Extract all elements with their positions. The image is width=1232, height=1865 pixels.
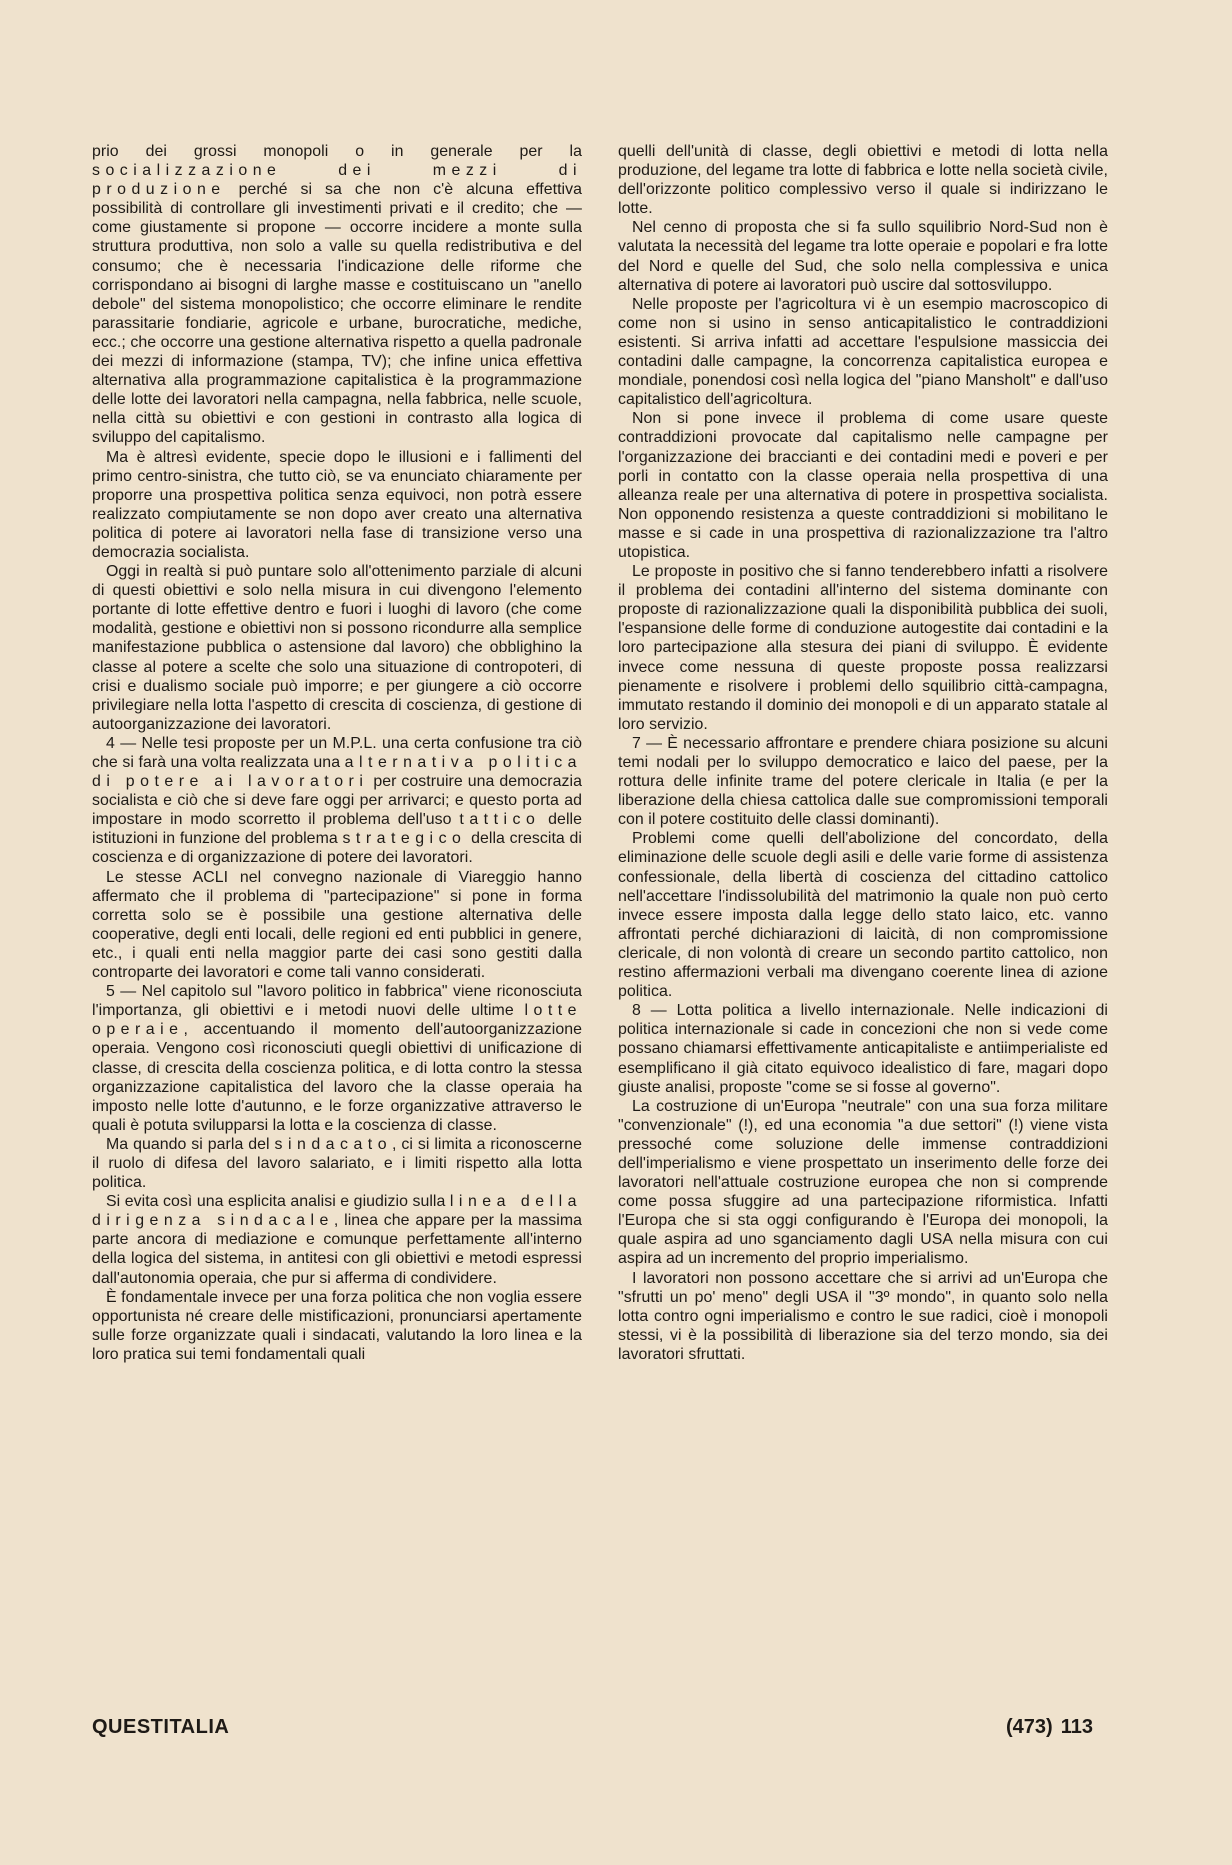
text-span: della crescita di coscienza e di organizzazione di potere dei lavoratori. — [92, 830, 582, 867]
page-footer-number — [1006, 1716, 1093, 1739]
text-span: , ci si limita a riconoscerne il ruolo di difesa del lavoro salariato, e i limiti rispetto alla lotta politica. — [92, 1135, 582, 1192]
publication-name: QUESTITALIA — [92, 1716, 230, 1738]
paragraph: 8 — Lotta politica a livello internazionale. Nelle indicazioni di politica internazionale si cade in concezioni che non si vede come possano chiamarsi effettivamente anticapitaliste e antiimperialiste ed esemplificano il già citato equivoco idealistico di fare, magari dopo giuste analisi, proposte "come se si fosse al governo". — [618, 1002, 1108, 1096]
paragraph: Ma è altresì evidente, specie dopo le illusioni e i fallimenti del primo centro-sinistra, che tutto ciò, se va enunciato chiaramente per proporre una prospettiva politica senza equivoci, non potrà essere realizzato compiutamente se non dopo aver creato una alternativa politica di potere ai lavoratori nella fase di transizione verso una democrazia socialista. — [92, 448, 582, 561]
text-span: Si evita così una esplicita analisi e giudizio sulla — [106, 1193, 450, 1211]
paragraph: Non si pone invece il problema di come usare queste contraddizioni provocate dal capitalismo nelle campagne per l'organizzazione dei braccianti e dei contadini medi e poveri e per porli in contatto con la classe operaia nella prospettiva di una alleanza reale per una alternativa di potere in prospettiva socialista. Non opponendo resistenza a queste contraddizioni si mobilitano le masse e si cade in una prospettiva di razionalizzazione tra l'altro utopistica. — [618, 410, 1108, 561]
paragraph: Problemi come quelli dell'abolizione del concordato, della eliminazione delle scuole degli asili e delle varie forme di assistenza confessionale, della libertà di coscienza del cittadino cattolico nell'accettare l'indissolubilità del matrimonio la quale non può certo invece essere imposta dalla legge dello stato laico, etc. vanno affrontati perché dichiarazioni di laicità, di non compromissione clericale, di non volontà di creare un secondo partito cattolico, non restino affermazioni verbali ma divengano coerente linea di azione politica. — [618, 830, 1108, 1001]
paragraph — [92, 1192, 582, 1287]
text-span: delle istituzioni in funzione del problema — [92, 811, 582, 848]
text-span: , linea che appare per la massima parte ancora di mediazione e comunque perfettamente all'interno della logica del sistema, in antitesi con gli obiettivi e metodi espressi dall'autonomia operaia, che pur si afferma di condividere. — [92, 1212, 582, 1287]
paragraph: Le stesse ACLI nel convegno nazionale di Viareggio hanno affermato che il problema di "partecipazione" si pone in forma corretta solo se è possibile una gestione alternativa delle cooperative, degli enti locali, delle regioni ed enti pubblici in genere, etc., i quali enti nella maggior parte dei casi sono gestiti dalla controparte dei lavoratori e come tali vanno considerati. — [92, 868, 582, 982]
text-span: 4 — Nelle tesi proposte per un M.P.L. una certa confusione tra ciò che si farà una volta realizzata una — [92, 734, 582, 771]
spaced-text: sindacato — [274, 1135, 393, 1153]
spaced-text: alternativa politica di potere ai lavoratori — [92, 754, 582, 791]
paragraph: La costruzione di un'Europa "neutrale" con una sua forza militare "convenzionale" (!), ed una economia "a due settori" (!) viene vista pressoché come soluzione delle immense contraddizioni dell'imperialismo e viene prospettato un inserimento delle forze dei lavoratori nell'attuale costruzione europea che non si comprende come possa sfuggire ad una partecipazione riformistica. Infatti l'Europa che si sta oggi configurando è l'Europa dei monopoli, la quale aspira ad uno sganciamento dagli USA nella misura con cui aspira ad un incremento del proprio imperialismo. — [618, 1097, 1108, 1268]
paragraph: 7 — È necessario affrontare e prendere chiara posizione su alcuni temi nodali per lo sviluppo democratico e laico del paese, per la rottura delle infinite trame del potere clericale in Italia (e per la liberazione della chiesa cattolica dalle sue compromissioni temporali con il potere costituito delle classi dominanti). — [618, 734, 1108, 829]
text-span: prio dei grossi monopoli o in generale per la — [92, 143, 582, 160]
spaced-text: lotte operaie — [92, 1002, 582, 1039]
paragraph: È fondamentale invece per una forza politica che non voglia essere opportunista né creare delle mistificazioni, pronunciarsi apertamente sulle forze organizzate quali i sindacati, valutando la loro linea e la loro pratica sui temi fondamentali quali — [92, 1288, 582, 1363]
spaced-text: linea della dirigenza sindacale — [92, 1193, 583, 1230]
text-span: Ma quando si parla del — [106, 1135, 275, 1153]
paragraph: Nel cenno di proposta che si fa sullo squilibrio Nord-Sud non è valutata la necessità del legame tra lotte operaie e popolari e fra lotte del Nord e quelle del Sud, che solo nella complessiva e unica alternativa di potere ai lavoratori può uscire dal sottosviluppo. — [618, 219, 1108, 294]
paragraph — [92, 1135, 582, 1192]
spaced-text: strategico — [342, 830, 467, 848]
left-column — [92, 142, 582, 1364]
issue-page: (473) — [1006, 1716, 1053, 1738]
paragraph: Nelle proposte per l'agricoltura vi è un esempio macroscopico di come non si usino in senso anticapitalistico le contraddizioni esistenti. Si arriva infatti ad accettare l'espulsione massiccia dei contadini dalle campagne, la concorrenza capitalistica europea e mondiale, ponendosi così nella logica del "piano Mansholt" e dall'uso capitalistico dell'agricoltura. — [618, 295, 1108, 409]
right-column — [618, 142, 1108, 1364]
paragraph — [92, 982, 582, 1135]
paragraph — [92, 142, 582, 448]
paragraph — [92, 734, 582, 868]
text-span: , accentuando il momento dell'autoorganizzazione operaia. Vengono così riconosciuti quegli obiettivi di unificazione di classe, di crescita della coscienza politica, e di lotta contro la stessa organizzazione capitalistica del lavoro che la classe operaia ha imposto nelle lotte d'autunno, e le forze organizzative attraverso le quali è potuta svilupparsi la lotta e la coscienza di classe. — [92, 1021, 582, 1134]
paragraph: I lavoratori non possono accettare che si arrivi ad un'Europa che "sfrutti un po' meno" degli USA il "3º mondo", in quanto solo nella lotta contro ogni imperialismo e contro le sue radici, cioè i monopoli stessi, vi è la possibilità di liberazione sia del terzo mondo, sia dei lavoratori sfruttati. — [618, 1269, 1108, 1363]
spaced-text: socializzazione dei mezzi di produzione — [92, 162, 582, 199]
paragraph: Oggi in realtà si può puntare solo all'ottenimento parziale di alcuni di questi obiettivi e solo nella misura in cui divengono l'elemento portante di lotte effettive dentro e fuori i luoghi di lavoro (che come modalità, gestione e obiettivi non si possono ricondurre alla semplice manifestazione pubblica o astensione dal lavoro) che obblighino la classe al potere a scelte che solo una situazione di contropoteri, di crisi e dualismo sociale può imporre; e per giungere a ciò occorre privilegiare nella lotta l'aspetto di crescita di coscienza, di gestione di autoorganizzazione dei lavoratori. — [92, 563, 582, 733]
paragraph: Le proposte in positivo che si fanno tenderebbero infatti a risolvere il problema dei contadini all'interno del sistema dominante con proposte di razionalizzazione quali la disponibilità pubblica dei suoli, l'espansione delle forme di conduzione autogestite dai contadini e la loro partecipazione alla stesura dei piani di sviluppo. È evidente invece come nessuna di queste proposte possa realizzarsi pienamente e risolvere i problemi dello squilibrio città-campagna, immutato restando il dominio dei monopoli e di un apparato statale al loro servizio. — [618, 563, 1108, 733]
text-span: 5 — Nel capitolo sul "lavoro politico in fabbrica" viene riconosciuta l'importanza, gli obiettivi e i metodi nuovi delle ultime — [92, 983, 582, 1020]
text-span: per costruire una democrazia socialista e ciò che si deve fare oggi per arrivarci; e questo porta ad impostare in modo scorretto il problema dell'uso — [92, 773, 582, 829]
text-span: perché si sa che non c'è alcuna effettiva possibilità di controllare gli investimenti privati e il credito; che — come giustamente si propone — occorre incidere a monte sulla struttura produttiva, non solo a valle su quella redistributiva e del consumo; che è necessaria l'indicazione delle riforme che corrispondano ai bisogni di larghe masse e costituiscano un "anello debole" del sistema monopolistico; che occorre eliminare le rendite parassitarie fondiarie, agricole e urbane, burocratiche, mediche, ecc.; che occorre una gestione alternativa rispetto a quella padronale dei mezzi di informazione (stampa, TV); che infine unica effettiva alternativa alla programmazione capitalistica è la programmazione delle lotte dei lavoratori nella campagna, nella fabbrica, nelle scuole, nella città su obiettivi e con gestioni in contrasto alla logica di sviluppo del capitalismo. — [92, 181, 582, 447]
page-number: 113 — [1060, 1716, 1093, 1738]
spaced-text: tattico — [459, 811, 541, 829]
paragraph: quelli dell'unità di classe, degli obiettivi e metodi di lotta nella produzione, del legame tra lotte di fabbrica e lotte nella società civile, dell'orizzonte politico complessivo verso il quale si indirizzano le lotte. — [618, 143, 1108, 218]
